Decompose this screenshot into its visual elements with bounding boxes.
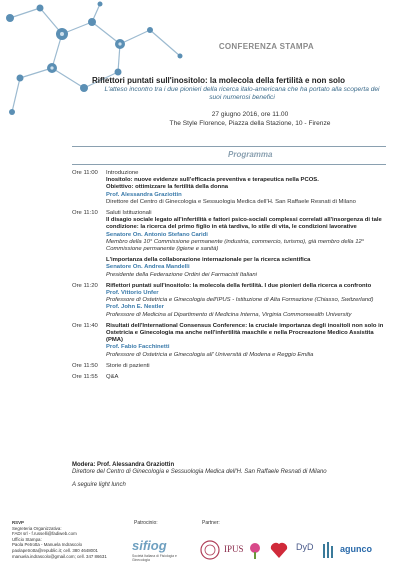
speaker-role: Presidente della Federazione Ordini dei Farmacisti Italiani bbox=[106, 271, 257, 278]
partner-seal-icon bbox=[200, 540, 220, 560]
event-venue: The Style Florence, Piazza della Stazione, 10 - Firenze bbox=[169, 120, 331, 127]
speaker-role: Professore di Ostetricia e Ginecologia all' Università di Modena e Reggio Emilia bbox=[106, 351, 314, 358]
agenda-text: Direttore del Centro di Ginecologia e Sessuologia Medica dell'H. San Raffaele Resnati di Milano bbox=[106, 198, 356, 205]
partner-dyd-logo: DyD bbox=[296, 542, 314, 552]
speaker-name: Prof. Vittorio Unfer bbox=[106, 290, 159, 297]
speaker-name: Senatore On. Andrea Mandelli bbox=[106, 264, 190, 271]
agenda-item bbox=[72, 283, 386, 319]
agenda-time: Ore 11:55 bbox=[72, 374, 98, 381]
moderator-label: Modera: Prof. Alessandra Graziottin bbox=[72, 462, 175, 468]
agenda-text: L'importanza della collaborazione internazionale per la ricerca scientifica bbox=[106, 257, 311, 264]
agenda-body bbox=[106, 374, 386, 381]
agenda-item bbox=[72, 363, 386, 370]
agenda-time: Ore 11:40 bbox=[72, 322, 98, 329]
page-subtitle: L'atteso incontro tra i due pionieri della ricerca italo-americana che ha portato alla scoperta dei suoi numerosi benefici bbox=[104, 86, 380, 101]
speaker-name: Prof. Alessandra Graziottin bbox=[106, 191, 182, 198]
agenda-body bbox=[106, 210, 386, 253]
sifiog-logo: sifiog bbox=[132, 538, 167, 553]
patrocinio-label: Patrocinio: bbox=[134, 520, 158, 526]
partner-heart-icon bbox=[268, 540, 290, 560]
agenda-time: Ore 11:20 bbox=[72, 282, 98, 289]
partner-label: Partner: bbox=[202, 520, 220, 526]
agenda-list bbox=[72, 170, 386, 385]
agenda-text: Obiettivo: ottimizzare la fertilità della donna bbox=[106, 184, 229, 191]
event-info bbox=[160, 110, 340, 128]
partner-ipus-logo: IPUS bbox=[224, 544, 244, 554]
agenda-item bbox=[72, 210, 386, 253]
speaker-name: Senatore On. Antonio Stefano Caridi bbox=[106, 231, 208, 238]
agenda-text: Risultati dell'International Consensus Conference: la cruciale importanza degli inositoli non solo in Ostetricia e Ginecologia ma anche nell'infertilità maschile e nella Procreazione Medico Assistita (PMA) bbox=[106, 322, 384, 344]
agenda-body bbox=[106, 323, 386, 359]
agenda-item bbox=[72, 374, 386, 381]
event-date: 27 giugno 2016, ore 11.00 bbox=[211, 111, 289, 118]
agenda-time: Ore 11:10 bbox=[72, 210, 98, 217]
agenda-item bbox=[72, 257, 386, 279]
agenda-time: Ore 11:50 bbox=[72, 362, 98, 369]
partner-flower-icon bbox=[248, 540, 262, 560]
partner-agunco-logo: agunco bbox=[340, 544, 373, 554]
speaker-role: Membro della 10° Commissione permanente (industria, commercio, turismo), già membro della 12° Commissione permanente (igiene e sanità) bbox=[106, 238, 365, 253]
conference-label: CONFERENZA STAMPA bbox=[218, 42, 314, 51]
rsvp-line: manuela.indrascolo@gmail.com; cell. 347 86631 bbox=[12, 553, 107, 559]
rsvp-line: Ufficio Stampa: bbox=[12, 536, 42, 542]
speaker-role: Professore di Medicina al Dipartimento di Medicina Interna, Virginia Commonwealth University bbox=[106, 311, 352, 318]
rsvp-line: Paola Petrotta - Manuela Indrascolo bbox=[12, 542, 83, 548]
agenda-body bbox=[106, 363, 386, 370]
speaker-role: Professore di Ostetricia e Ginecologia dell'IPUS - Istituzione di Alta Formazione (Chiasso, Switzerland) bbox=[106, 297, 374, 304]
moderator-block bbox=[72, 462, 386, 477]
agenda-text: Q&A bbox=[106, 374, 119, 381]
program-heading: Programma bbox=[228, 150, 273, 159]
moderator-role: Direttore del Centro di Ginecologia e Sessuologia Medica dell'H. San Raffaele Resnati di Milano bbox=[72, 469, 327, 476]
sifiog-subtitle: Società Italiana di Fisiologia e Ginecologia bbox=[132, 554, 177, 562]
divider bbox=[72, 164, 386, 165]
divider bbox=[72, 146, 386, 147]
lunch-note: A seguire light lunch bbox=[72, 482, 126, 488]
partner-bars-icon bbox=[322, 540, 334, 560]
page-title: Riflettori puntati sull'inositolo: la molecola della fertilità e non solo bbox=[92, 76, 346, 85]
rsvp-block bbox=[12, 520, 122, 559]
speaker-name: Prof. John E. Nestler bbox=[106, 304, 164, 311]
agenda-time: Ore 11:00 bbox=[72, 170, 98, 176]
agenda-text: Inositolo: nuove evidenze sull'efficacia preventiva e terapeutica nella PCOS. bbox=[106, 177, 319, 184]
agenda-item bbox=[72, 323, 386, 359]
agenda-text: Riflettori puntati sull'inositolo: la molecola della fertilità. I due pionieri della ricerca a confronto bbox=[106, 282, 372, 289]
agenda-body bbox=[106, 170, 386, 206]
agenda-text: Storie di pazienti bbox=[106, 362, 150, 369]
agenda-body bbox=[106, 257, 386, 279]
rsvp-line: paolapetrotta@republic.it; cell. 380 4648001 bbox=[12, 547, 98, 553]
rsvp-line: FADI srl - f.russelli@fadiweb.com bbox=[12, 531, 77, 537]
footer bbox=[0, 512, 414, 583]
agenda-item bbox=[72, 170, 386, 206]
speaker-name: Prof. Fabio Facchinetti bbox=[106, 344, 170, 351]
agenda-text: Introduzione bbox=[106, 170, 139, 176]
agenda-body bbox=[106, 283, 386, 319]
agenda-text: Saluti Istituzionali bbox=[106, 210, 152, 217]
rsvp-line: Segreteria Organizzativa: bbox=[12, 525, 62, 531]
agenda-time bbox=[72, 257, 106, 279]
agenda-text: Il disagio sociale legato all'infertilità e fattori psico-sociali complessi correlati all'insorgenza di tale condizione: la ricerca del primo figlio in età tardiva, lo stile di vita, le condizioni lavorative bbox=[106, 217, 382, 231]
rsvp-heading: RSVP bbox=[12, 520, 24, 525]
